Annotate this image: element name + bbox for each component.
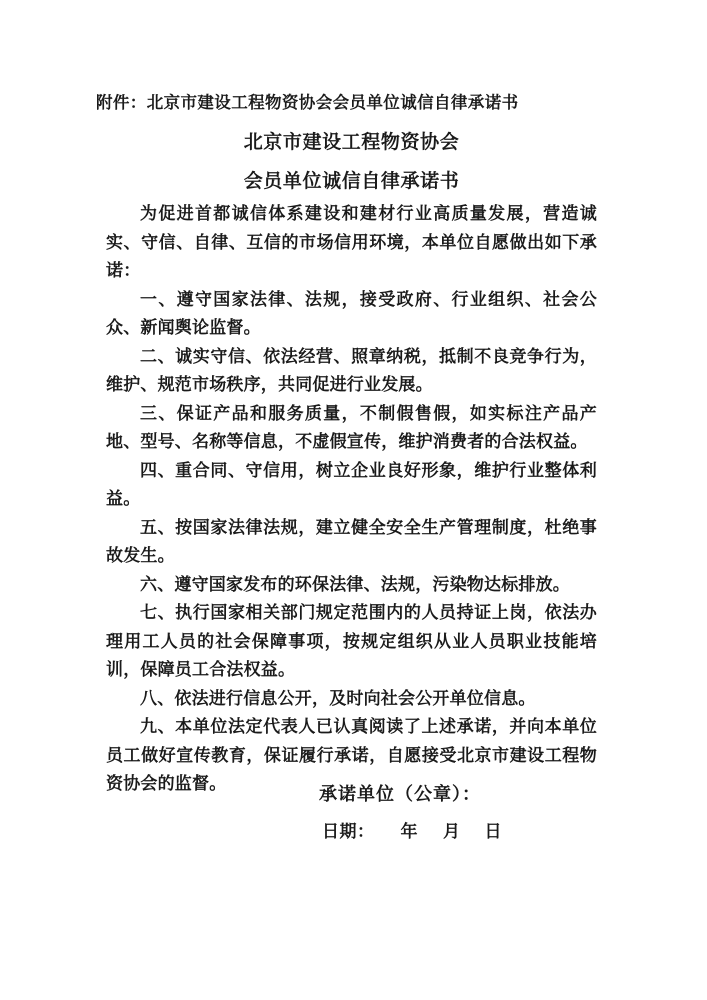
date-year-label: 年 [400,822,418,842]
date-label: 日期： [322,822,375,842]
signature-unit-seal-line: 承诺单位（公章）： [319,784,481,805]
attachment-line: 附件：北京市建设工程物资协会会员单位诚信自律承诺书 [96,93,519,112]
commitment-item-6: 六、遵守国家发布的环保法律、法规，污染物达标排放。 [140,574,570,595]
document-body [106,200,597,799]
document-subtitle: 会员单位诚信自律承诺书 [243,170,460,192]
document-title: 北京市建设工程物资协会 [243,131,460,153]
commitment-item-3: 三、保证产品和服务质量，不制假售假，如实标注产品产地、型号、名称等信息，不虚假宣传，维护消费者的合法权益。 [106,403,597,452]
date-month-label: 月 [443,822,461,842]
commitment-item-2: 二、诚实守信、依法经营、照章纳税，抵制不良竞争行为，维护、规范市场秩序，共同促进行业发展。 [106,346,597,395]
commitment-item-4: 四、重合同、守信用，树立企业良好形象，维护行业整体利益。 [106,460,597,509]
date-line [322,822,502,843]
signature-block [319,784,502,843]
commitment-item-7: 七、执行国家相关部门规定范围内的人员持证上岗，依法办理用工人员的社会保障事项，按规定组织从业人员职业技能培训，保障员工合法权益。 [106,603,597,680]
commitment-item-1: 一、遵守国家法律、法规，接受政府、行业组织、社会公众、新闻舆论监督。 [106,289,597,338]
intro-paragraph: 为促进首都诚信体系建设和建材行业高质量发展，营造诚实、守信、自律、互信的市场信用环境，本单位自愿做出如下承诺： [106,204,597,281]
commitment-item-9: 九、本单位法定代表人已认真阅读了上述承诺，并向本单位员工做好宣传教育，保证履行承诺，自愿接受北京市建设工程物资协会的监督。 [106,717,597,794]
commitment-item-8: 八、依法进行信息公开，及时向社会公开单位信息。 [140,688,536,709]
commitment-item-5: 五、按国家法律法规，建立健全安全生产管理制度，杜绝事故发生。 [106,517,597,566]
date-day-label: 日 [484,822,502,842]
